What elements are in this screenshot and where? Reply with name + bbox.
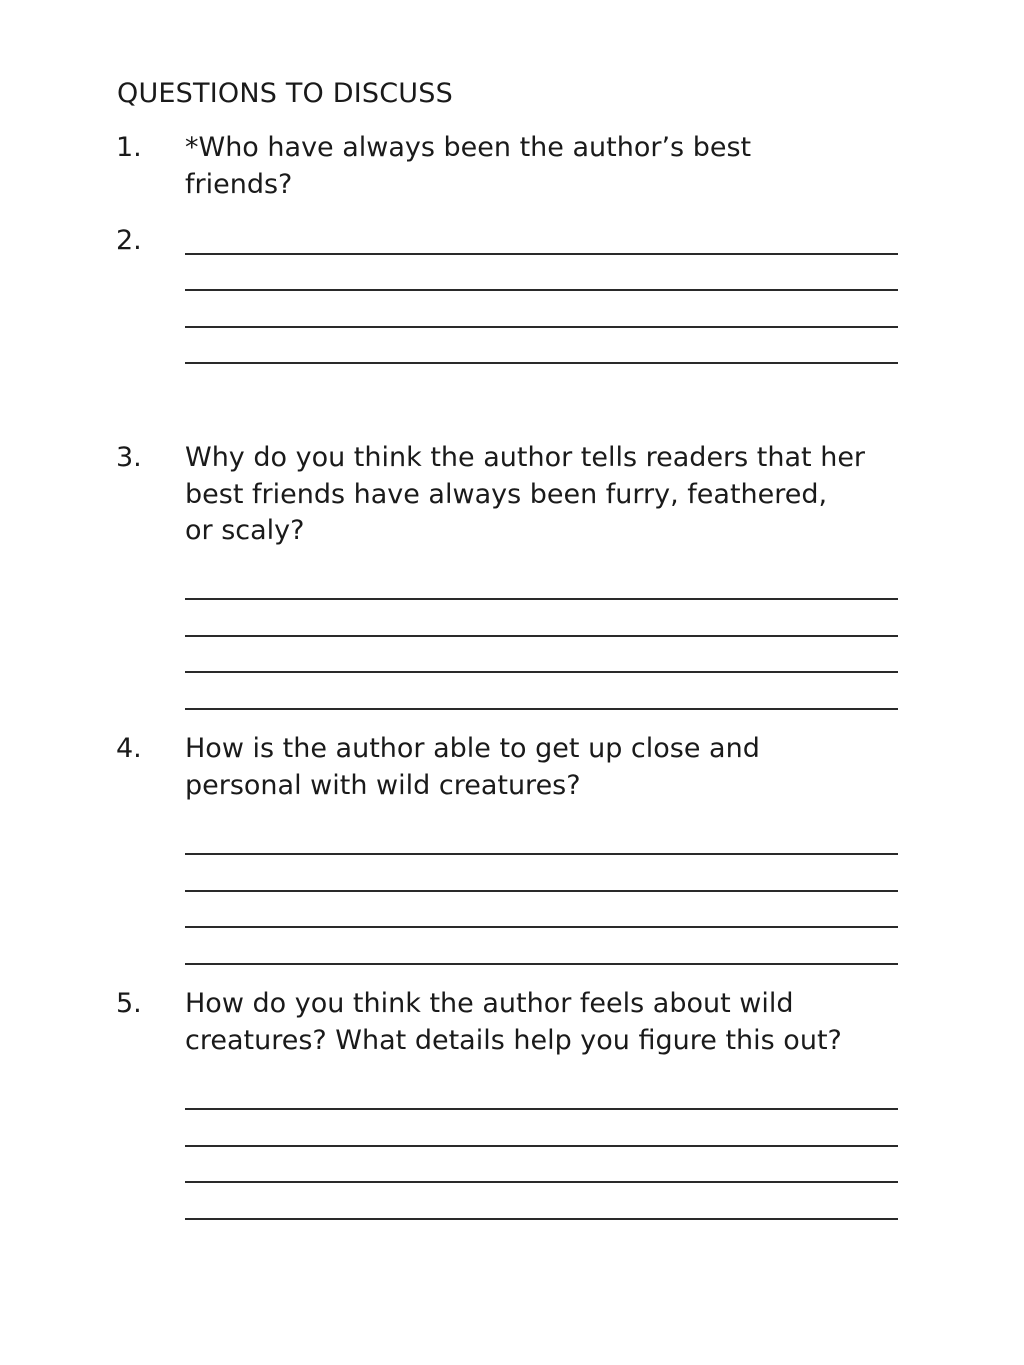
question-4-line-2: personal with wild creatures? [185, 769, 581, 801]
question-3-line-2: best friends have always been furry, feathered, [185, 478, 828, 510]
answer-line-3-1[interactable] [185, 598, 898, 600]
answer-line-2-3[interactable] [185, 326, 898, 328]
question-4-number: 4. [116, 733, 142, 764]
question-3-line-1: Why do you think the author tells readers that her [185, 442, 866, 473]
question-1-line-2: friends? [185, 168, 293, 200]
question-5-text [185, 986, 915, 1059]
answer-line-4-1[interactable] [185, 853, 898, 855]
question-1-text [185, 130, 915, 203]
answer-line-2-1[interactable] [185, 253, 898, 255]
answer-line-3-3[interactable] [185, 671, 898, 673]
question-3-number: 3. [116, 442, 142, 473]
answer-line-2-2[interactable] [185, 289, 898, 291]
question-5-number: 5. [116, 988, 142, 1019]
answer-line-5-4[interactable] [185, 1218, 898, 1220]
answer-line-5-1[interactable] [185, 1108, 898, 1110]
answer-line-5-2[interactable] [185, 1145, 898, 1147]
page-title: QUESTIONS TO DISCUSS [117, 78, 453, 109]
answer-line-3-4[interactable] [185, 708, 898, 710]
answer-line-3-2[interactable] [185, 635, 898, 637]
question-4-line-1: How is the author able to get up close and [185, 733, 760, 764]
question-3-line-3: or scaly? [185, 515, 305, 546]
question-4-text [185, 731, 915, 804]
question-1-number: 1. [116, 132, 142, 163]
answer-line-2-4[interactable] [185, 362, 898, 364]
answer-line-4-3[interactable] [185, 926, 898, 928]
question-2-number: 2. [116, 225, 142, 256]
answer-line-4-2[interactable] [185, 890, 898, 892]
question-1-line-1: *Who have always been the author’s best [185, 132, 752, 163]
question-5-line-1: How do you think the author feels about wild [185, 988, 794, 1019]
answer-line-4-4[interactable] [185, 963, 898, 965]
question-5-line-2: creatures? What details help you figure this out? [185, 1024, 842, 1056]
question-3-text [185, 440, 915, 550]
answer-line-5-3[interactable] [185, 1181, 898, 1183]
